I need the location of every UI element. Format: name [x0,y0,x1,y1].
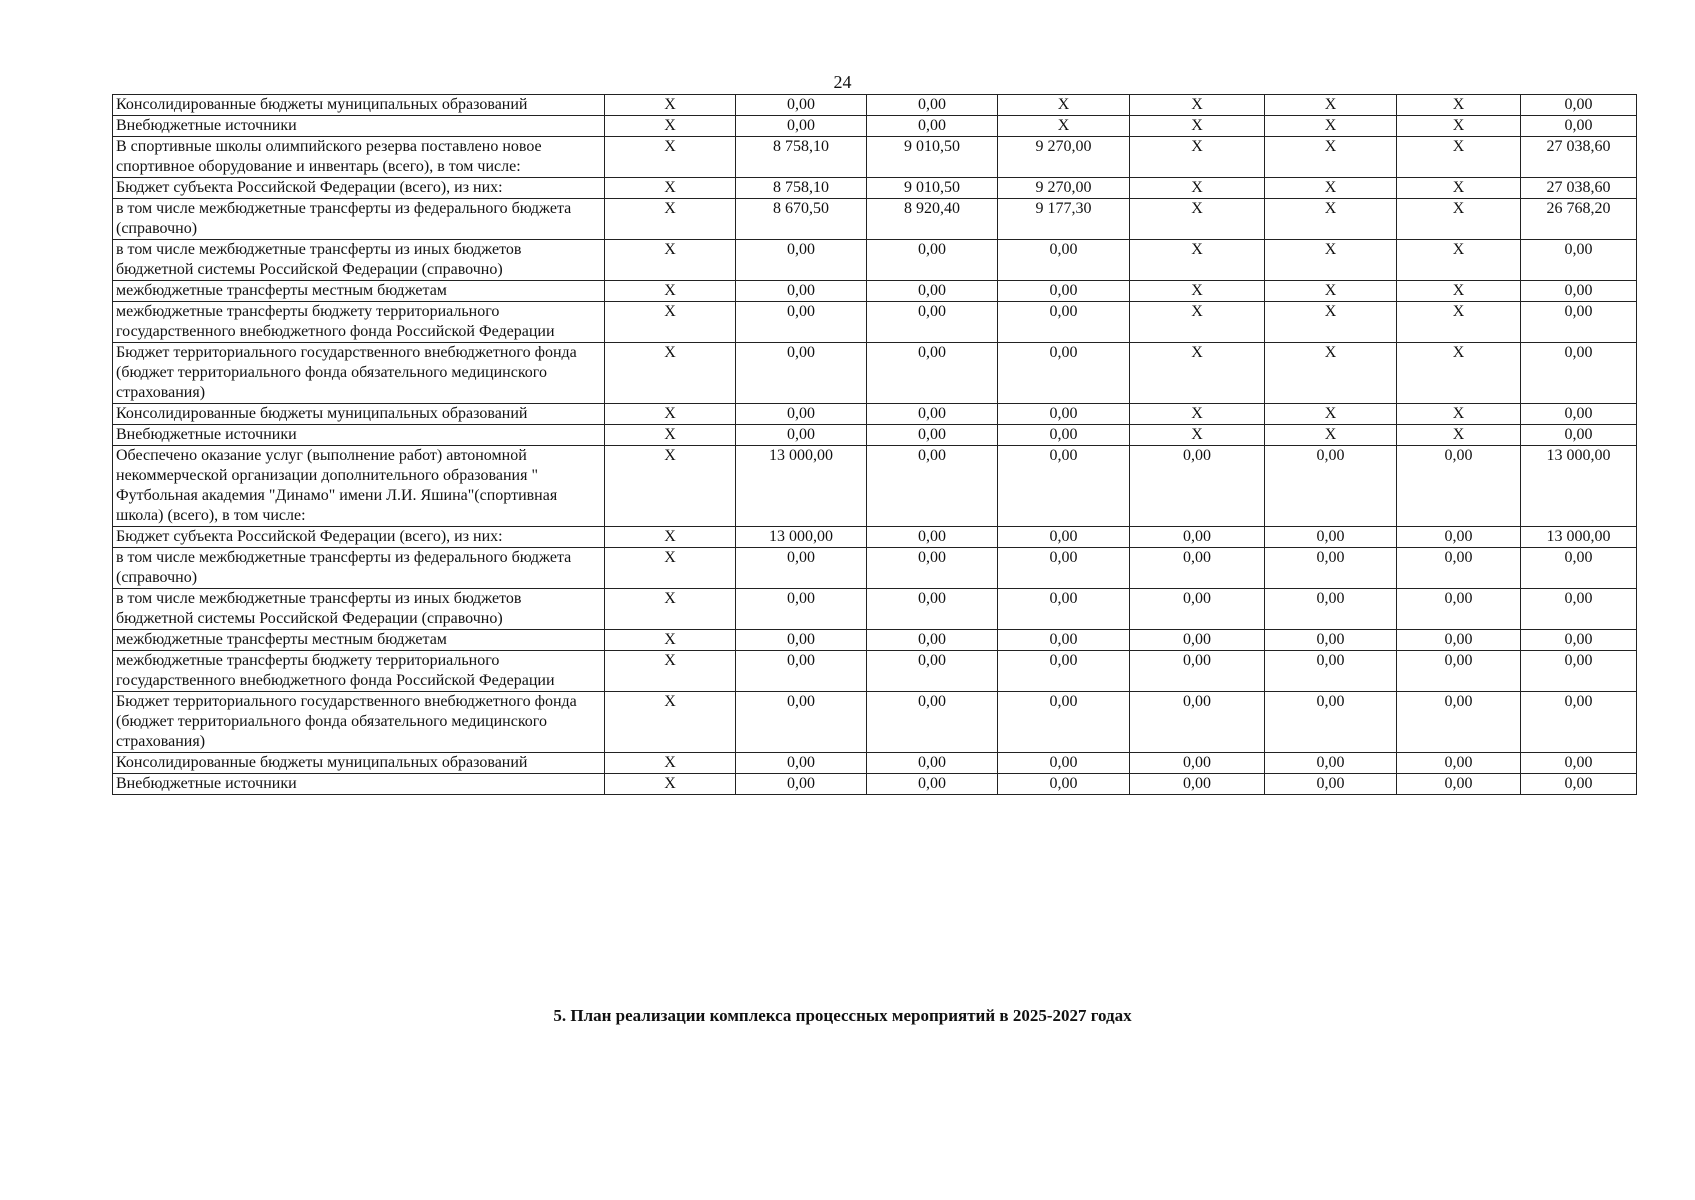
table-row [113,774,1637,795]
row-label: межбюджетные трансферты бюджету территориального государственного внебюджетного фонда Российской Федерации [113,651,605,692]
row-label: Бюджет субъекта Российской Федерации (всего), из них: [113,178,605,199]
value-cell: 0,00 [1130,630,1265,651]
value-cell: 8 670,50 [736,199,867,240]
value-cell: X [605,404,736,425]
value-cell: 0,00 [736,651,867,692]
value-cell: 0,00 [998,404,1130,425]
value-cell: 0,00 [998,446,1130,527]
value-cell: 9 010,50 [867,137,998,178]
table-row [113,116,1637,137]
value-cell: X [1265,178,1397,199]
value-cell: 0,00 [867,404,998,425]
value-cell: 0,00 [867,343,998,404]
value-cell: 0,00 [736,548,867,589]
value-cell: X [605,753,736,774]
value-cell: 0,00 [1265,527,1397,548]
row-label: в том числе межбюджетные трансферты из федерального бюджета (справочно) [113,548,605,589]
value-cell: 9 010,50 [867,178,998,199]
table-row [113,199,1637,240]
value-cell: 0,00 [1397,527,1521,548]
value-cell: 0,00 [998,589,1130,630]
value-cell: 0,00 [867,240,998,281]
value-cell: X [1265,404,1397,425]
value-cell: 0,00 [1397,548,1521,589]
value-cell: 0,00 [1265,589,1397,630]
row-label: Внебюджетные источники [113,116,605,137]
value-cell: 0,00 [736,116,867,137]
value-cell: 0,00 [998,630,1130,651]
value-cell: X [1265,302,1397,343]
row-label: Бюджет территориального государственного внебюджетного фонда (бюджет территориального фонда обязательного медицинского страхования) [113,343,605,404]
value-cell: X [998,116,1130,137]
table-row [113,589,1637,630]
value-cell: 0,00 [867,446,998,527]
row-label: Бюджет субъекта Российской Федерации (всего), из них: [113,527,605,548]
value-cell: X [605,178,736,199]
value-cell: X [1397,425,1521,446]
value-cell: X [605,630,736,651]
value-cell: 0,00 [736,692,867,753]
value-cell: X [605,116,736,137]
value-cell: X [1397,95,1521,116]
value-cell: X [1265,137,1397,178]
row-label: межбюджетные трансферты бюджету территориального государственного внебюджетного фонда Российской Федерации [113,302,605,343]
value-cell: 0,00 [1130,774,1265,795]
value-cell: 0,00 [1265,548,1397,589]
value-cell: 0,00 [1521,116,1637,137]
value-cell: 0,00 [1521,774,1637,795]
value-cell: 27 038,60 [1521,178,1637,199]
value-cell: X [605,95,736,116]
row-label: Консолидированные бюджеты муниципальных образований [113,753,605,774]
row-label: в том числе межбюджетные трансферты из федерального бюджета (справочно) [113,199,605,240]
value-cell: 0,00 [998,302,1130,343]
value-cell: X [1265,199,1397,240]
row-label: межбюджетные трансферты местным бюджетам [113,630,605,651]
value-cell: X [605,651,736,692]
value-cell: 0,00 [1130,692,1265,753]
value-cell: X [605,446,736,527]
page-number: 24 [833,72,852,92]
value-cell: X [1397,404,1521,425]
value-cell: 0,00 [736,753,867,774]
table-row [113,302,1637,343]
table-row [113,281,1637,302]
table-row [113,692,1637,753]
row-label: В спортивные школы олимпийского резерва поставлено новое спортивное оборудование и инвентарь (всего), в том числе: [113,137,605,178]
value-cell: 0,00 [867,95,998,116]
value-cell: 0,00 [1521,753,1637,774]
value-cell: 0,00 [1521,630,1637,651]
value-cell: 0,00 [1265,692,1397,753]
value-cell: 0,00 [867,548,998,589]
value-cell: X [1130,137,1265,178]
value-cell: 0,00 [998,343,1130,404]
value-cell: 0,00 [1130,651,1265,692]
table-row [113,527,1637,548]
value-cell: 0,00 [998,548,1130,589]
value-cell: X [605,425,736,446]
value-cell: X [605,527,736,548]
value-cell: 0,00 [736,425,867,446]
value-cell: 0,00 [1265,753,1397,774]
table-row [113,95,1637,116]
value-cell: 26 768,20 [1521,199,1637,240]
value-cell: 0,00 [867,527,998,548]
row-label: в том числе межбюджетные трансферты из иных бюджетов бюджетной системы Российской Федерации (справочно) [113,240,605,281]
value-cell: X [1397,302,1521,343]
value-cell: 0,00 [998,240,1130,281]
value-cell: 0,00 [1130,589,1265,630]
value-cell: 0,00 [1397,774,1521,795]
value-cell: X [1130,199,1265,240]
value-cell: 9 177,30 [998,199,1130,240]
value-cell: 0,00 [736,240,867,281]
value-cell: X [605,343,736,404]
value-cell: 0,00 [736,343,867,404]
value-cell: X [605,774,736,795]
value-cell: X [1265,116,1397,137]
table-row [113,630,1637,651]
value-cell: 13 000,00 [736,446,867,527]
budget-table-body [113,95,1637,795]
value-cell: X [1397,137,1521,178]
value-cell: 0,00 [736,630,867,651]
table-row [113,446,1637,527]
value-cell: 0,00 [736,404,867,425]
value-cell: 0,00 [1521,281,1637,302]
table-row [113,425,1637,446]
value-cell: X [1397,240,1521,281]
row-label: Внебюджетные источники [113,425,605,446]
value-cell: 0,00 [1521,404,1637,425]
value-cell: X [1397,343,1521,404]
value-cell: 0,00 [1397,589,1521,630]
value-cell: 0,00 [1521,343,1637,404]
value-cell: X [1130,95,1265,116]
value-cell: 0,00 [1521,425,1637,446]
value-cell: 0,00 [867,281,998,302]
value-cell: X [1265,95,1397,116]
value-cell: 0,00 [736,302,867,343]
value-cell: 8 920,40 [867,199,998,240]
value-cell: 0,00 [867,753,998,774]
value-cell: 0,00 [1397,651,1521,692]
value-cell: X [1130,425,1265,446]
value-cell: X [605,302,736,343]
table-row [113,178,1637,199]
value-cell: 13 000,00 [1521,446,1637,527]
value-cell: 0,00 [998,774,1130,795]
value-cell: 0,00 [867,302,998,343]
value-cell: 0,00 [1521,95,1637,116]
value-cell: 0,00 [1130,527,1265,548]
value-cell: X [1130,302,1265,343]
table-row [113,548,1637,589]
value-cell: 0,00 [998,651,1130,692]
value-cell: 13 000,00 [736,527,867,548]
value-cell: X [605,199,736,240]
value-cell: 8 758,10 [736,137,867,178]
value-cell: X [1130,240,1265,281]
value-cell: 0,00 [1397,446,1521,527]
value-cell: 0,00 [1265,651,1397,692]
value-cell: 0,00 [998,753,1130,774]
value-cell: 9 270,00 [998,137,1130,178]
section-title: 5. План реализации комплекса процессных мероприятий в 2025-2027 годах [553,1006,1132,1025]
value-cell: 0,00 [1521,302,1637,343]
value-cell: X [1397,281,1521,302]
value-cell: X [1397,178,1521,199]
value-cell: X [1397,199,1521,240]
value-cell: X [1397,116,1521,137]
value-cell: 0,00 [998,692,1130,753]
value-cell: 0,00 [1397,630,1521,651]
value-cell: 0,00 [736,281,867,302]
row-label: Бюджет территориального государственного внебюджетного фонда (бюджет территориального фонда обязательного медицинского страхования) [113,692,605,753]
value-cell: 0,00 [1521,240,1637,281]
table-row [113,343,1637,404]
value-cell: X [1130,116,1265,137]
value-cell: X [605,240,736,281]
value-cell: 8 758,10 [736,178,867,199]
value-cell: 0,00 [998,527,1130,548]
value-cell: X [1265,281,1397,302]
value-cell: 0,00 [1521,692,1637,753]
value-cell: 0,00 [1521,651,1637,692]
value-cell: 0,00 [736,589,867,630]
value-cell: 0,00 [867,651,998,692]
value-cell: 0,00 [736,774,867,795]
table-row [113,753,1637,774]
value-cell: X [605,548,736,589]
value-cell: X [1130,343,1265,404]
value-cell: 0,00 [1397,692,1521,753]
value-cell: 0,00 [867,425,998,446]
value-cell: 0,00 [1397,753,1521,774]
value-cell: 13 000,00 [1521,527,1637,548]
budget-table [112,94,1637,795]
table-row [113,651,1637,692]
table-row [113,137,1637,178]
value-cell: X [998,95,1130,116]
value-cell: X [605,281,736,302]
value-cell: X [1130,404,1265,425]
value-cell: 0,00 [1130,548,1265,589]
value-cell: 0,00 [736,95,867,116]
row-label: Внебюджетные источники [113,774,605,795]
row-label: Консолидированные бюджеты муниципальных образований [113,95,605,116]
value-cell: 9 270,00 [998,178,1130,199]
value-cell: 27 038,60 [1521,137,1637,178]
value-cell: 0,00 [1521,548,1637,589]
value-cell: 0,00 [867,589,998,630]
value-cell: X [1130,281,1265,302]
value-cell: 0,00 [867,116,998,137]
value-cell: 0,00 [867,774,998,795]
value-cell: X [1265,240,1397,281]
value-cell: 0,00 [867,692,998,753]
value-cell: 0,00 [1130,753,1265,774]
row-label: в том числе межбюджетные трансферты из иных бюджетов бюджетной системы Российской Федерации (справочно) [113,589,605,630]
value-cell: 0,00 [1130,446,1265,527]
row-label: межбюджетные трансферты местным бюджетам [113,281,605,302]
row-label: Обеспечено оказание услуг (выполнение работ) автономной некоммерческой организации дополнительного образования " Футбольная академия "Динамо" имени Л.И. Яшина"(спортивная школа) (всего), в том числе: [113,446,605,527]
value-cell: X [1130,178,1265,199]
value-cell: X [1265,425,1397,446]
value-cell: 0,00 [998,425,1130,446]
table-row [113,404,1637,425]
value-cell: 0,00 [1265,446,1397,527]
row-label: Консолидированные бюджеты муниципальных образований [113,404,605,425]
value-cell: 0,00 [867,630,998,651]
table-row [113,240,1637,281]
value-cell: X [605,137,736,178]
value-cell: X [605,589,736,630]
value-cell: 0,00 [998,281,1130,302]
value-cell: 0,00 [1265,630,1397,651]
value-cell: X [1265,343,1397,404]
value-cell: 0,00 [1521,589,1637,630]
value-cell: X [605,692,736,753]
value-cell: 0,00 [1265,774,1397,795]
